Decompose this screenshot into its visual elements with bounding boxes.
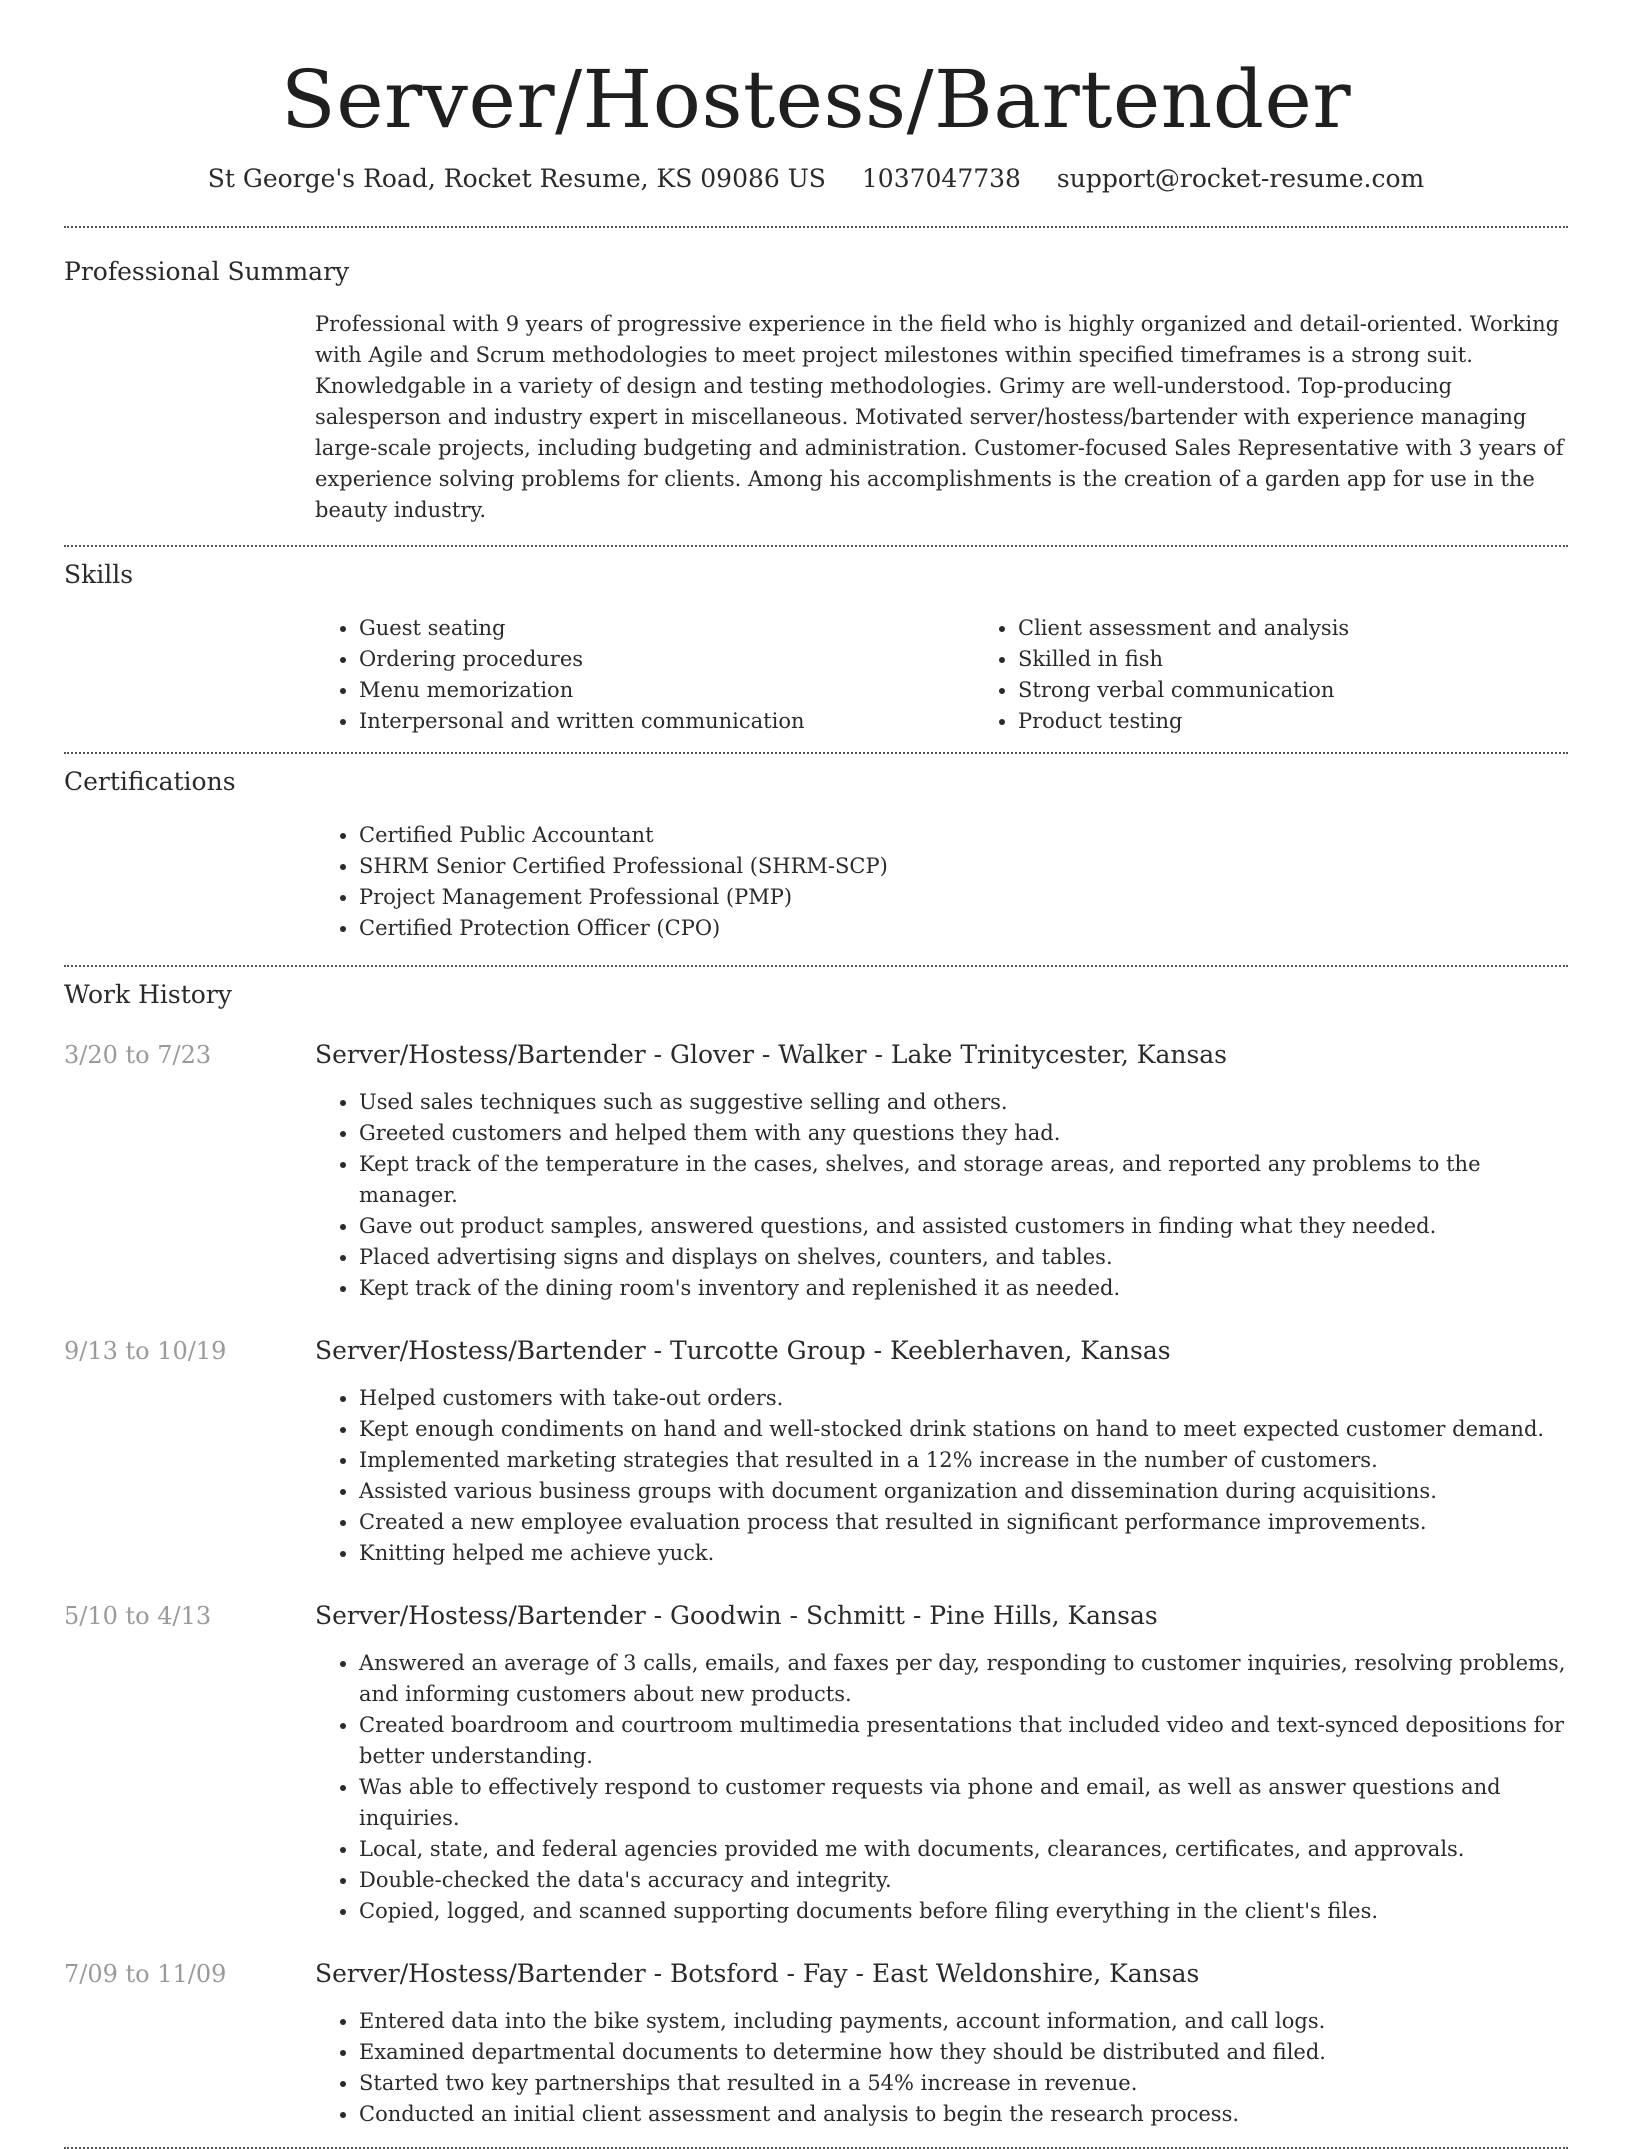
job-bullets xyxy=(315,1383,1568,1569)
resume-page xyxy=(64,0,1568,2149)
list-item: • SHRM Senior Certified Professional (SHRM-SCP) xyxy=(359,851,1568,882)
list-item: • Started two key partnerships that resulted in a 54% increase in revenue. xyxy=(359,2068,1568,2099)
list-item: • Client assessment and analysis xyxy=(1018,613,1632,644)
certifications-heading: Certifications xyxy=(64,767,236,796)
work-history-section xyxy=(64,967,1568,2130)
list-item: • Kept track of the temperature in the cases, shelves, and storage areas, and reported any problems to the manager. xyxy=(359,1149,1568,1211)
skills-section xyxy=(64,547,1568,737)
list-item: • Greeted customers and helped them with any questions they had. xyxy=(359,1118,1568,1149)
list-item: • Certified Protection Officer (CPO) xyxy=(359,913,1568,944)
skills-list-left xyxy=(315,613,974,737)
list-item: • Created boardroom and courtroom multimedia presentations that included video and text-synced depositions for better understanding. xyxy=(359,1710,1568,1772)
contact-line xyxy=(64,162,1568,196)
list-item: • Assisted various business groups with document organization and dissemination during acquisitions. xyxy=(359,1476,1568,1507)
work-history-heading: Work History xyxy=(64,980,232,1009)
candidate-name: Server/Hostess/Bartender xyxy=(280,53,1352,146)
list-item: • Double-checked the data's accuracy and integrity. xyxy=(359,1865,1568,1896)
job-title: Server/Hostess/Bartender - Botsford - Fay - East Weldonshire, Kansas xyxy=(315,1959,1200,1988)
list-item: • Examined departmental documents to determine how they should be distributed and filed. xyxy=(359,2037,1568,2068)
list-item: • Menu memorization xyxy=(359,675,974,706)
list-item: • Kept enough condiments on hand and well-stocked drink stations on hand to meet expected customer demand. xyxy=(359,1414,1568,1445)
job-dates: 7/09 to 11/09 xyxy=(64,1960,227,1988)
job-bullets xyxy=(315,2006,1568,2130)
certifications-list xyxy=(315,820,1568,944)
list-item: • Strong verbal communication xyxy=(1018,675,1632,706)
list-item: • Implemented marketing strategies that resulted in a 12% increase in the number of customers. xyxy=(359,1445,1568,1476)
list-item: • Local, state, and federal agencies provided me with documents, clearances, certificates, and approvals. xyxy=(359,1834,1568,1865)
list-item: • Used sales techniques such as suggestive selling and others. xyxy=(359,1087,1568,1118)
job-title: Server/Hostess/Bartender - Turcotte Group - Keeblerhaven, Kansas xyxy=(315,1336,1171,1365)
job-title: Server/Hostess/Bartender - Glover - Walker - Lake Trinitycester, Kansas xyxy=(315,1040,1228,1069)
skills-list-right xyxy=(974,613,1632,737)
job-entry xyxy=(64,1038,1568,1304)
contact-address: St George's Road, Rocket Resume, KS 09086 US xyxy=(207,164,826,193)
list-item: • Entered data into the bike system, including payments, account information, and call logs. xyxy=(359,2006,1568,2037)
list-item: • Certified Public Accountant xyxy=(359,820,1568,851)
list-item: • Copied, logged, and scanned supporting documents before filing everything in the client's files. xyxy=(359,1896,1568,1927)
job-entry xyxy=(64,1334,1568,1569)
list-item: • Kept track of the dining room's inventory and replenished it as needed. xyxy=(359,1273,1568,1304)
job-entry xyxy=(64,1957,1568,2130)
summary-section xyxy=(64,228,1568,526)
list-item: • Knitting helped me achieve yuck. xyxy=(359,1538,1568,1569)
list-item: • Placed advertising signs and displays on shelves, counters, and tables. xyxy=(359,1242,1568,1273)
list-item: • Skilled in fish xyxy=(1018,644,1632,675)
list-item: • Created a new employee evaluation process that resulted in significant performance improvements. xyxy=(359,1507,1568,1538)
contact-email: support@rocket-resume.com xyxy=(1056,164,1425,193)
certifications-section xyxy=(64,754,1568,944)
list-item: • Helped customers with take-out orders. xyxy=(359,1383,1568,1414)
job-bullets xyxy=(315,1648,1568,1927)
list-item: • Project Management Professional (PMP) xyxy=(359,882,1568,913)
job-title: Server/Hostess/Bartender - Goodwin - Schmitt - Pine Hills, Kansas xyxy=(315,1601,1158,1630)
list-item: • Answered an average of 3 calls, emails, and faxes per day, responding to customer inquiries, resolving problems, and informing customers about new products. xyxy=(359,1648,1568,1710)
summary-text: Professional with 9 years of progressive experience in the field who is highly organized and detail-oriented. Working with Agile and Scrum methodologies to meet project milestones within specified timeframes is a strong suit. Knowledgable in a variety of design and testing methodologies. Grimy are well-understood. Top-producing salesperson and industry expert in miscellaneous. Motivated server/hostess/bartender with experience managing large-scale projects, including budgeting and administration. Customer-focused Sales Representative with 3 years of experience solving problems for clients. Among his accomplishments is the creation of a garden app for use in the beauty industry. xyxy=(315,312,1564,522)
skills-heading: Skills xyxy=(64,560,134,589)
list-item: • Product testing xyxy=(1018,706,1632,737)
list-item: • Guest seating xyxy=(359,613,974,644)
list-item: • Gave out product samples, answered questions, and assisted customers in finding what they needed. xyxy=(359,1211,1568,1242)
job-entry xyxy=(64,1599,1568,1927)
list-item: • Was able to effectively respond to customer requests via phone and email, as well as answer questions and inquiries. xyxy=(359,1772,1568,1834)
list-item: • Conducted an initial client assessment and analysis to begin the research process. xyxy=(359,2099,1568,2130)
job-dates: 5/10 to 4/13 xyxy=(64,1602,212,1630)
job-dates: 9/13 to 10/19 xyxy=(64,1337,227,1365)
contact-phone: 1037047738 xyxy=(861,164,1021,193)
list-item: • Interpersonal and written communication xyxy=(359,706,974,737)
job-bullets xyxy=(315,1087,1568,1304)
list-item: • Ordering procedures xyxy=(359,644,974,675)
job-dates: 3/20 to 7/23 xyxy=(64,1041,212,1069)
summary-heading: Professional Summary xyxy=(64,257,350,286)
